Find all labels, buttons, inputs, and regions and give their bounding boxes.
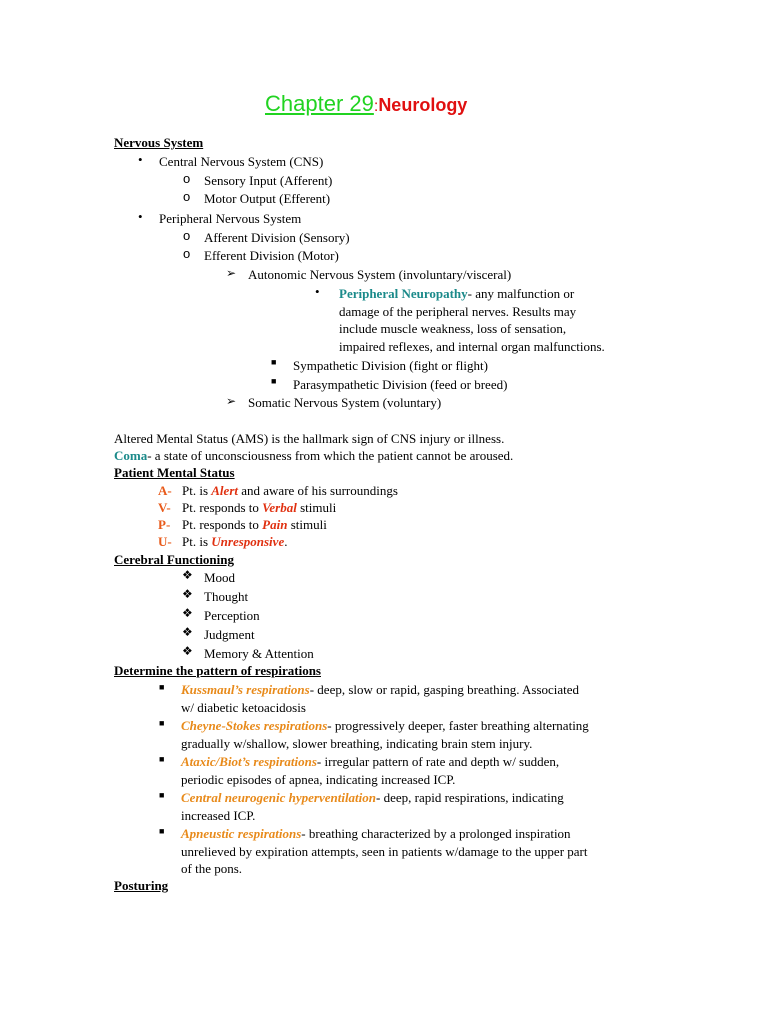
respiration-text: unrelieved by expiration attempts, seen in patients w/damage to the upper part [181,843,588,859]
item-cns-sub: Motor Output (Efferent) [204,191,331,206]
arrow-bullet-icon: ➢ [226,394,237,408]
avpu-letter: V- [158,500,171,515]
cerebral-item: Memory & Attention [204,646,314,661]
chapter-subject: Neurology [378,95,468,115]
bullet-dot: • [138,152,143,167]
bullet-dot: • [138,209,143,224]
respiration-term: Apneustic respirations [181,826,302,841]
avpu-key: Verbal [262,500,297,515]
avpu-letter: U- [158,534,172,549]
cerebral-item: Perception [204,608,260,623]
diamond-bullet-icon: ❖ [182,644,193,658]
avpu-key: Alert [211,483,238,498]
diamond-bullet-icon: ❖ [182,625,193,639]
respiration-text: of the pons. [181,861,243,876]
respiration-text: - irregular pattern of rate and depth w/ sudden, [316,754,560,769]
item-somatic: Somatic Nervous System (voluntary) [248,395,442,410]
respiration-text: periodic episodes of apnea, indicating increased ICP. [181,771,456,787]
bullet-o: o [183,246,191,261]
respiration-text: - progressively deeper, faster breathing alternating [327,718,589,733]
avpu-post: . [284,534,288,549]
bullet-o: o [183,228,191,243]
coma-text: - a state of unconsciousness from which the patient cannot be aroused. [147,448,514,463]
avpu-pre: Pt. is [182,534,212,549]
respiration-text: increased ICP. [181,807,256,823]
neuropathy-text: include muscle weakness, loss of sensation, [339,321,567,336]
bullet-o: o [183,189,191,204]
neuropathy-text: impaired reflexes, and internal organ malfunctions. [339,338,605,354]
neuropathy-text: damage of the peripheral nerves. Results may [339,303,577,319]
diamond-bullet-icon: ❖ [182,568,193,582]
avpu-letter: A- [158,483,172,498]
avpu-item [158,499,171,516]
respiration-item [181,717,589,752]
item-pns-sub: Afferent Division (Sensory) [204,230,350,245]
heading-mental-status: Patient Mental Status [114,465,235,480]
item-cns-sub: Sensory Input (Afferent) [204,173,333,188]
avpu-pre: Pt. is [182,483,212,498]
cerebral-item: Thought [204,589,249,604]
avpu-text [182,499,336,516]
heading-nervous-system: Nervous System [114,135,204,150]
respiration-item [181,789,564,824]
avpu-item [158,533,172,550]
chapter-label: Chapter 29 [265,91,374,116]
heading-respirations: Determine the pattern of respirations [114,663,321,678]
avpu-post: stimuli [296,500,337,515]
neuropathy-text: - any malfunction or [467,286,575,301]
coma-term: Coma [114,448,148,463]
square-bullet-icon: ■ [271,376,277,386]
item-pns: Peripheral Nervous System [159,211,302,226]
bullet-o: o [183,171,191,186]
respiration-item [181,681,579,716]
respiration-text: - deep, rapid respirations, indicating [376,790,564,805]
respiration-text: gradually w/shallow, slower breathing, indicating brain stem injury. [181,735,533,751]
respiration-item [181,753,559,788]
avpu-letter: P- [158,517,171,532]
cerebral-item: Mood [204,570,236,585]
cerebral-item: Judgment [204,627,255,642]
item-autonomic: Autonomic Nervous System (involuntary/visceral) [248,267,512,282]
item-cns: Central Nervous System (CNS) [159,154,324,169]
avpu-text [182,533,287,550]
square-bullet-icon: ■ [271,357,277,367]
avpu-pre: Pt. responds to [182,517,263,532]
item-sympathetic: Sympathetic Division (fight or flight) [293,358,488,373]
respiration-term: Cheyne-Stokes respirations [181,718,328,733]
avpu-post: stimuli [287,517,327,532]
square-bullet-icon: ■ [159,682,165,692]
coma-line [114,447,513,464]
avpu-text [182,482,398,499]
respiration-text: - breathing characterized by a prolonged inspiration [301,826,571,841]
respiration-text: w/ diabetic ketoacidosis [181,699,306,715]
item-parasympathetic: Parasympathetic Division (feed or breed) [293,377,508,392]
respiration-term: Central neurogenic hyperventilation [181,790,377,805]
avpu-post: and aware of his surroundings [238,483,398,498]
avpu-text [182,516,327,533]
title-colon: : [373,98,379,115]
diamond-bullet-icon: ❖ [182,606,193,620]
page-title [265,88,467,123]
respiration-term: Ataxic/Biot’s respirations [181,754,317,769]
arrow-bullet-icon: ➢ [226,266,237,280]
neuropathy-term: Peripheral Neuropathy [339,286,468,301]
neuropathy-block [339,285,659,355]
square-bullet-icon: ■ [159,718,165,728]
heading-posturing: Posturing [114,878,169,893]
avpu-key: Unresponsive [211,534,285,549]
respiration-term: Kussmaul’s respirations [181,682,310,697]
square-bullet-icon: ■ [159,754,165,764]
avpu-key: Pain [262,517,288,532]
avpu-item [158,516,170,533]
square-bullet-icon: ■ [159,826,165,836]
square-bullet-icon: ■ [159,790,165,800]
ams-line: Altered Mental Status (AMS) is the hallmark sign of CNS injury or illness. [114,431,505,446]
heading-cerebral: Cerebral Functioning [114,552,235,567]
respiration-item [181,825,588,878]
avpu-pre: Pt. responds to [182,500,263,515]
diamond-bullet-icon: ❖ [182,587,193,601]
avpu-item [158,482,172,499]
respiration-text: - deep, slow or rapid, gasping breathing. Associated [309,682,580,697]
bullet-dot: • [315,284,320,299]
item-pns-sub: Efferent Division (Motor) [204,248,339,263]
